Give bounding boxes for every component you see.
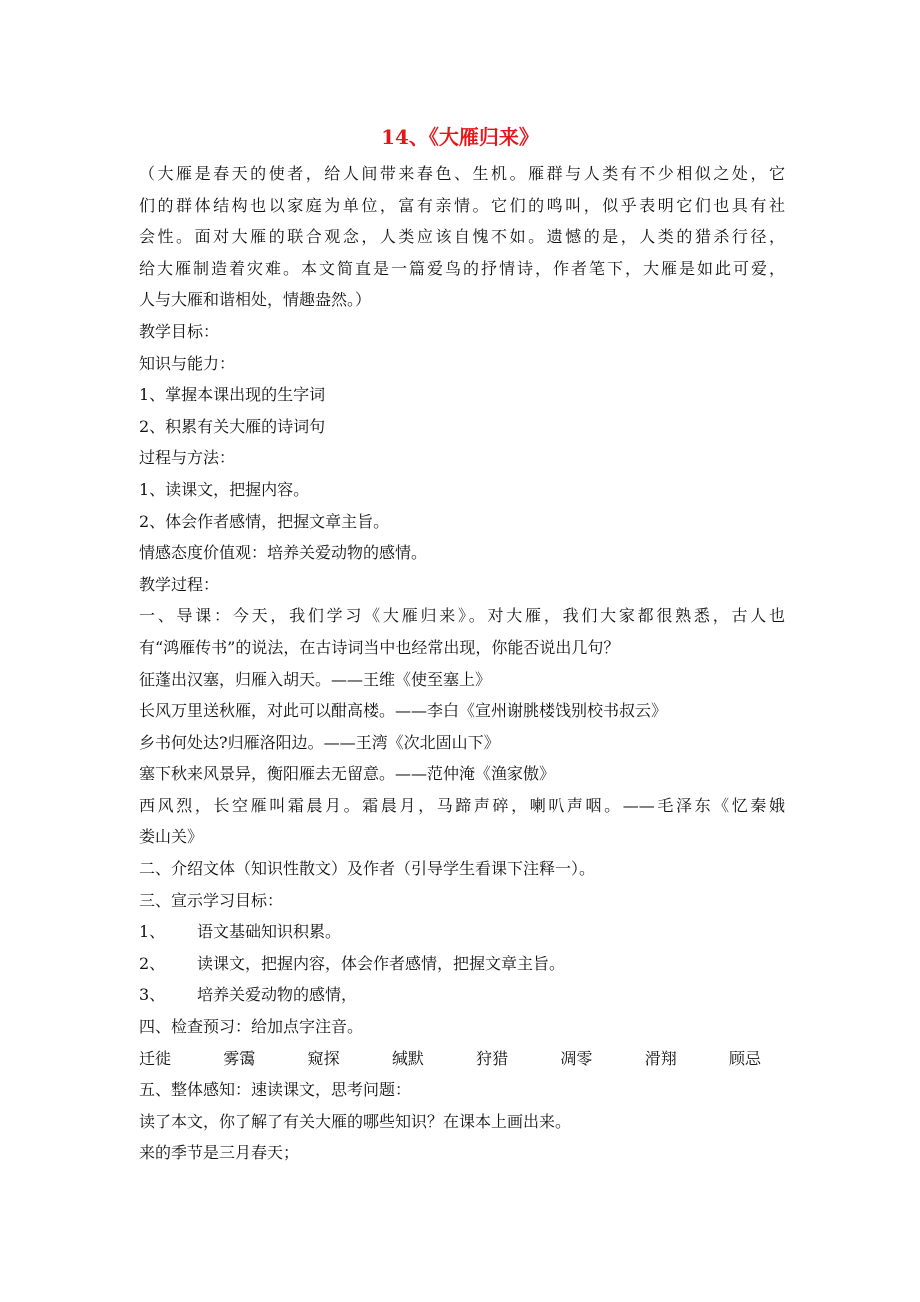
section1-line: 有“鸿雁传书”的说法，在古诗词当中也经常出现，你能否说出几句？ [139,637,620,657]
section2-line: 二、介绍文体（知识性散文）及作者（引导学生看课下注释一）。 [139,859,596,879]
poem-line: 长风万里送秋雁，对此可以酣高楼。——李白《宣州谢朓楼饯别校书叔云》 [139,701,668,721]
vocab-word: 迁徙 [139,1048,172,1068]
intro-line: 会性。面对大雁的联合观念，人类应该自愧不如。遗憾的是，人类的猎杀行径， [139,227,785,247]
emotion-line: 情感态度价值观：培养关爱动物的感情。 [139,543,428,563]
objective-text: 培养关爱动物的感情， [197,985,358,1005]
teaching-process-heading: 教学过程： [139,574,220,594]
vocab-word: 顾忌 [728,1048,761,1068]
objective-item [139,948,785,980]
intro-line: 们的群体结构也以家庭为单位，富有亲情。它们的鸣叫，似乎表明它们也具有社 [139,195,785,215]
objective-item [139,979,785,1011]
knowledge-item: 2、积累有关大雁的诗词句 [139,416,326,436]
objective-item [139,916,785,948]
process-item: 2、体会作者感情，把握文章主旨。 [139,511,390,531]
vocab-list [139,1043,761,1075]
vocab-word: 缄默 [391,1048,424,1068]
process-heading: 过程与方法： [139,448,236,468]
vocab-word: 窥探 [307,1048,340,1068]
objective-text: 语文基础知识积累。 [197,922,342,942]
objective-number: 3、 [139,985,166,1005]
objective-number: 2、 [139,953,166,973]
process-item: 1、读课文，把握内容。 [139,479,310,499]
vocab-word: 凋零 [560,1048,593,1068]
section4-heading: 四、检查预习：给加点字注音。 [139,1017,364,1037]
section5-line: 读了本文，你了解了有关大雁的哪些知识？在课本上画出来。 [139,1111,572,1131]
knowledge-item: 1、掌握本课出现的生字词 [139,385,326,405]
poem-line: 娄山关》 [139,827,204,847]
intro-line: （大雁是春天的使者，给人间带来春色、生机。雁群与人类有不少相似之处，它 [139,164,785,183]
objective-number: 1、 [139,922,166,942]
poem-line: 乡书何处达?归雁洛阳边。——王湾《次北固山下》 [139,732,500,752]
intro-line: 给大雁制造着灾难。本文简直是一篇爱鸟的抒情诗，作者笔下，大雁是如此可爱， [139,258,785,278]
poem-line: 西风烈，长空雁叫霜晨月。霜晨月，马蹄声碎，喇叭声咽。——毛泽东《忆秦娥 [139,795,785,815]
section5-heading: 五、整体感知：速读课文，思考问题： [139,1080,412,1100]
vocab-word: 雾霭 [223,1048,256,1068]
poem-line: 塞下秋来风景异，衡阳雁去无留意。——范仲淹《渔家傲》 [139,764,556,784]
knowledge-heading: 知识与能力： [139,353,236,373]
objective-text: 读课文，把握内容，体会作者感情，把握文章主旨。 [197,953,566,973]
section3-heading: 三、宣示学习目标： [139,890,284,910]
intro-line: 人与大雁和谐相处，情趣盎然。） [139,290,372,310]
vocab-word: 滑翔 [644,1048,677,1068]
section1-line: 一、导课：今天，我们学习《大雁归来》。对大雁，我们大家都很熟悉，古人也 [139,606,785,626]
document-title: 14、《大雁归来》 [381,125,539,149]
vocab-word: 狩猎 [476,1048,509,1068]
poem-line: 征蓬出汉塞，归雁入胡天。——王维《使至塞上》 [139,669,492,689]
section5-line: 来的季节是三月春天； [139,1143,300,1163]
document-body [139,158,785,1169]
goals-heading: 教学目标： [139,321,220,341]
